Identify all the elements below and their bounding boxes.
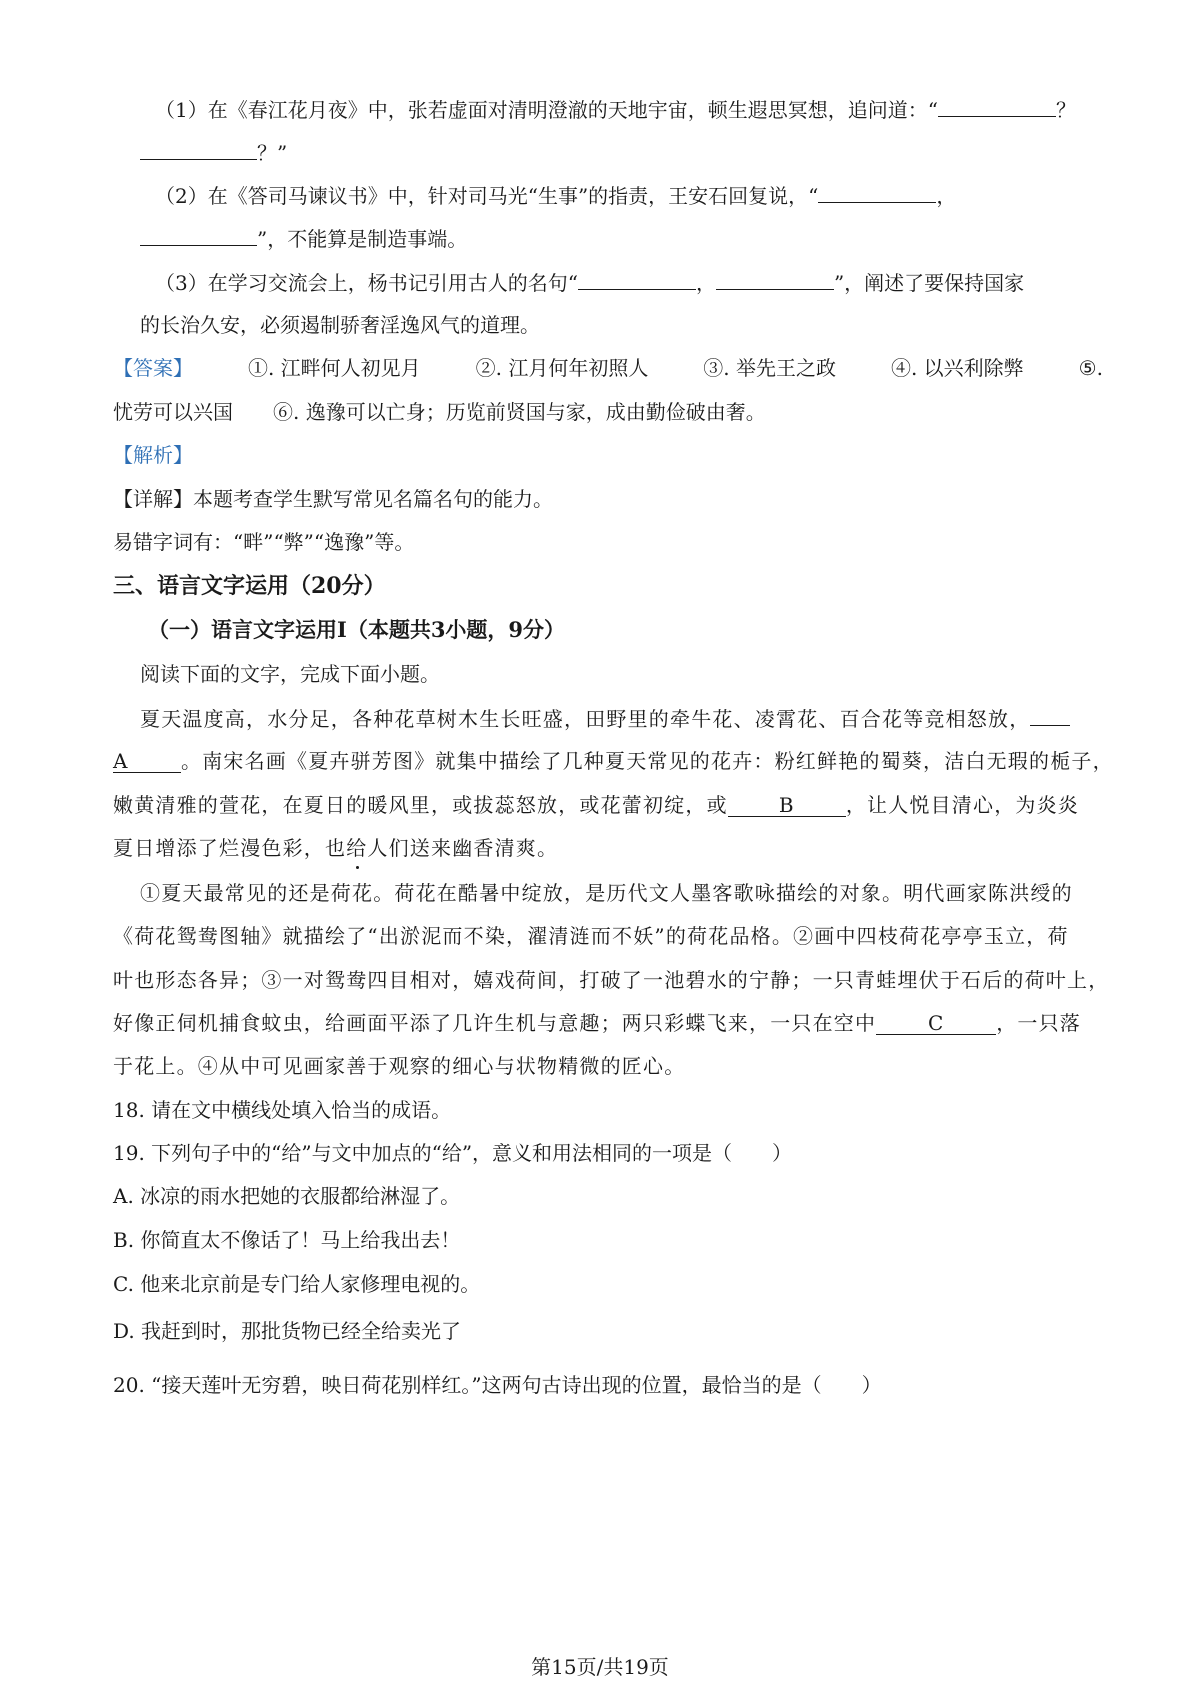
detail-text: 【详解】本题考查学生默写常见名篇名句的能力。 [113, 487, 553, 511]
passage-text: 《荷花鸳鸯图轴》就描绘了“出淤泥而不染，濯清涟而不妖”的荷花品格。②画中四枝荷花亭亭玉立，荷 [113, 924, 1069, 948]
instruction-line [140, 659, 1130, 689]
passage-line [140, 878, 1130, 908]
answer-line [113, 353, 1103, 383]
answer-blank [578, 267, 696, 290]
passage-text: 夏日增添了烂漫色彩，也 [113, 836, 347, 860]
question-3-line-2 [140, 310, 1130, 340]
question-20 [113, 1370, 1103, 1400]
passage-line [113, 833, 1103, 863]
answer-blank [140, 223, 257, 246]
question-3-text: （3）在学习交流会上，杨书记引用古人的名句“ [155, 271, 578, 295]
blank-b [728, 794, 846, 817]
answer-blank [1030, 703, 1070, 726]
answer-continuation: 忧劳可以兴国 ⑥. 逸豫可以亡身；历览前贤国与家，成由勤俭破由奢。 [113, 400, 766, 424]
question-3-punct: ， [695, 271, 716, 295]
option-d-text: D. 我赶到时，那批货物已经全给卖光了 [113, 1319, 462, 1343]
question-18 [113, 1095, 1103, 1125]
answer-blank [818, 180, 936, 203]
option-d [113, 1316, 1103, 1346]
dotted-word: 给 [346, 833, 367, 863]
question-19-text: 19. 下列句子中的“给”与文中加点的“给”，意义和用法相同的一项是（ ） [113, 1141, 793, 1165]
question-2-line [155, 180, 1145, 211]
instruction-text: 阅读下面的文字，完成下面小题。 [140, 662, 440, 686]
passage-line [113, 746, 1114, 776]
passage-text: ①夏天最常见的还是荷花。荷花在酷暑中绽放，是历代文人墨客歌咏描绘的对象。明代画家陈洪绶的 [140, 881, 1073, 905]
question-2-text: （2）在《答司马谏议书》中，针对司马光“生事”的指责，王安石回复说，“ [155, 184, 819, 208]
passage-line [113, 1008, 1103, 1038]
passage-text: ，让人悦目清心，为炎炎 [845, 793, 1080, 817]
option-a-text: A. 冰凉的雨水把她的衣服都给淋湿了。 [113, 1184, 461, 1208]
option-a [113, 1181, 1103, 1211]
question-20-text: 20. “接天莲叶无穷碧，映日荷花别样红。”这两句古诗出现的位置，最恰当的是（ ） [113, 1373, 882, 1397]
question-1-line-2 [140, 137, 1130, 168]
answer-item: ③. 举先王之政 [703, 356, 837, 380]
question-3-text-2: ”，阐述了要保持国家 [833, 271, 1025, 295]
option-c-text: C. 他来北京前是专门给人家修理电视的。 [113, 1272, 481, 1296]
section-3-title: 三、语言文字运用（20分） [113, 573, 386, 599]
easy-mistake-line [113, 527, 1103, 557]
passage-text: 于花上。④从中可见画家善于观察的细心与状物精微的匠心。 [113, 1054, 686, 1078]
question-18-text: 18. 请在文中横线处填入恰当的成语。 [113, 1098, 452, 1122]
answer-blank [716, 267, 834, 290]
passage-text: 好像正伺机捕食蚊虫，给画面平添了几许生机与意趣；两只彩蝶飞来，一只在空中 [113, 1011, 877, 1035]
subsection-title [148, 615, 1138, 645]
passage-text: 。南宋名画《夏卉骈芳图》就集中描绘了几种夏天常见的花卉：粉红鲜艳的蜀葵，洁白无瑕的栀子， [181, 749, 1114, 773]
question-1-punct: ？ [1055, 98, 1076, 122]
analysis-tag: 【解析】 [113, 443, 193, 467]
answer-blank [140, 137, 257, 160]
question-1-end: ？” [257, 141, 288, 165]
page-number: 第15页/共19页 [531, 1655, 669, 1679]
option-b-text: B. 你简直太不像话了！马上给我出去！ [113, 1228, 461, 1252]
section-title [113, 571, 1103, 601]
blank-c-label: C [927, 1011, 945, 1035]
passage-text: 人们送来幽香清爽。 [367, 836, 559, 860]
subsection-1-title: （一）语言文字运用Ⅰ（本题共3小题，9分） [148, 617, 566, 642]
question-2-punct: ， [936, 184, 957, 208]
answer-tag: 【答案】 [113, 356, 193, 380]
answer-blank [938, 94, 1056, 117]
answer-item: ⑤. [1078, 356, 1103, 380]
question-3-end: 的长治久安，必须遏制骄奢淫逸风气的道理。 [140, 313, 540, 337]
passage-text: 嫩黄清雅的萱花，在夏日的暖风里，或拔蕊怒放，或花蕾初绽，或 [113, 793, 728, 817]
page-footer [0, 1651, 1200, 1680]
easy-mistake-text: 易错字词有：“畔”“弊”“逸豫”等。 [113, 530, 415, 554]
passage-line [113, 921, 1103, 951]
blank-a-label: A [113, 749, 129, 773]
question-2-end: ”，不能算是制造事端。 [257, 227, 468, 251]
detail-line [113, 484, 1103, 514]
question-1-line [155, 94, 1145, 125]
answer-item: ①. 江畔何人初见月 [247, 356, 421, 380]
passage-line [113, 790, 1103, 820]
answer-line-2 [113, 397, 1103, 427]
passage-text: ，一只落 [996, 1011, 1082, 1035]
question-3-line [155, 267, 1145, 298]
passage-line [113, 1051, 1103, 1081]
analysis-line [113, 440, 1103, 470]
answer-item: ②. 江月何年初照人 [475, 356, 649, 380]
blank-c [876, 1012, 996, 1035]
option-b [113, 1225, 1103, 1255]
passage-text: 叶也形态各异；③一对鸳鸯四目相对，嬉戏荷间，打破了一池碧水的宁静；一只青蛙埋伏于石后的荷叶上， [113, 968, 1110, 992]
question-2-line-2 [140, 223, 1130, 254]
question-19 [113, 1138, 1103, 1168]
passage-line [113, 965, 1110, 995]
question-1-text: （1）在《春江花月夜》中，张若虚面对清明澄澈的天地宇宙，顿生遐思冥想，追问道：“ [155, 98, 938, 122]
passage-line [140, 703, 1100, 734]
answer-item: ④. 以兴利除弊 [890, 356, 1024, 380]
blank-b-label: B [778, 793, 795, 817]
passage-text: 夏天温度高，水分足，各种花草树木生长旺盛，田野里的牵牛花、凌霄花、百合花等竞相怒放， [140, 707, 1031, 731]
option-c [113, 1269, 1103, 1299]
blank-a [113, 750, 181, 773]
